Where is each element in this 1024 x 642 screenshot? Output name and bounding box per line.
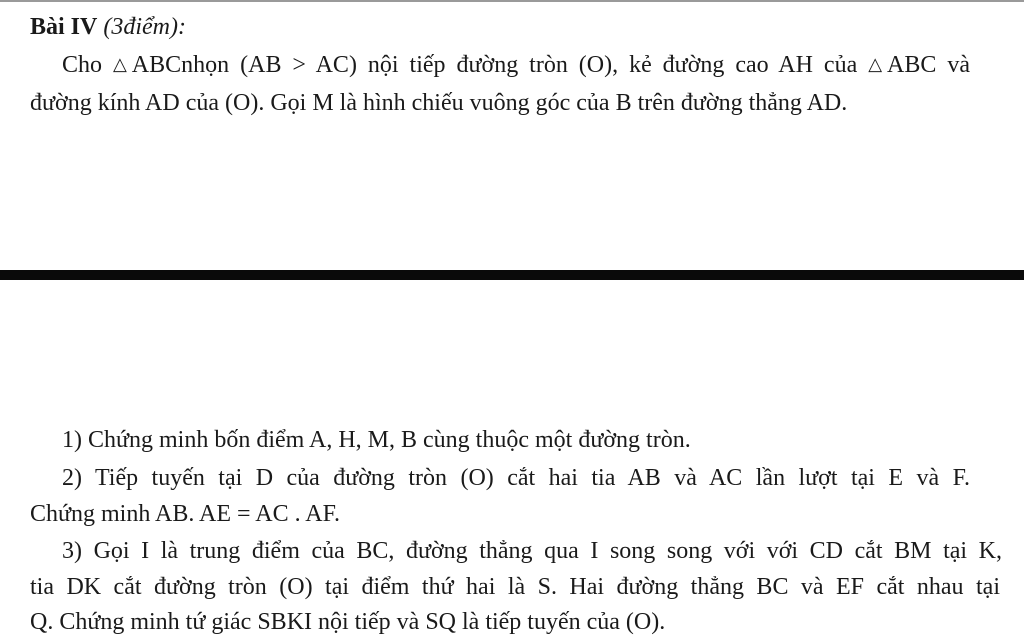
- problem-statement-line-2: đường kính AD của (O). Gọi M là hình chiếu vuông góc của B trên đường thẳng AD.: [30, 90, 848, 116]
- question-2-line-1: 2) Tiếp tuyến tại D của đường tròn (O) cắt hai tia AB và AC lần lượt tại E và F.: [62, 465, 970, 491]
- triangle-symbol: △: [112, 54, 132, 75]
- problem-statement-line-1: [62, 49, 970, 83]
- triangle-symbol: △: [868, 54, 888, 75]
- question-1: 1) Chứng minh bốn điểm A, H, M, B cùng thuộc một đường tròn.: [62, 427, 691, 453]
- problem-text-pre: Cho: [62, 52, 113, 78]
- problem-text-mid: nhọn (AB > AC) nội tiếp đường tròn (O), kẻ đường cao AH của: [181, 52, 869, 78]
- section-heading: [30, 11, 186, 43]
- problem-text-post: và: [936, 52, 970, 78]
- heading-points: (3điểm):: [103, 14, 186, 40]
- heading-title: Bài IV: [30, 14, 98, 40]
- question-3-line-1: 3) Gọi I là trung điểm của BC, đường thẳng qua I song song với với CD cắt BM tại K,: [62, 538, 1002, 564]
- top-border-line: [0, 0, 1024, 2]
- triangle-name: ABC: [131, 52, 182, 78]
- triangle-name: ABC: [887, 52, 937, 78]
- question-3-line-2: tia DK cắt đường tròn (O) tại điểm thứ hai là S. Hai đường thẳng BC và EF cắt nhau tại: [30, 574, 1000, 600]
- question-3-line-3: Q. Chứng minh tứ giác SBKI nội tiếp và SQ là tiếp tuyến của (O).: [30, 609, 666, 635]
- question-2-line-2: Chứng minh AB. AE = AC . AF.: [30, 501, 341, 527]
- divider-bar: [0, 270, 1024, 280]
